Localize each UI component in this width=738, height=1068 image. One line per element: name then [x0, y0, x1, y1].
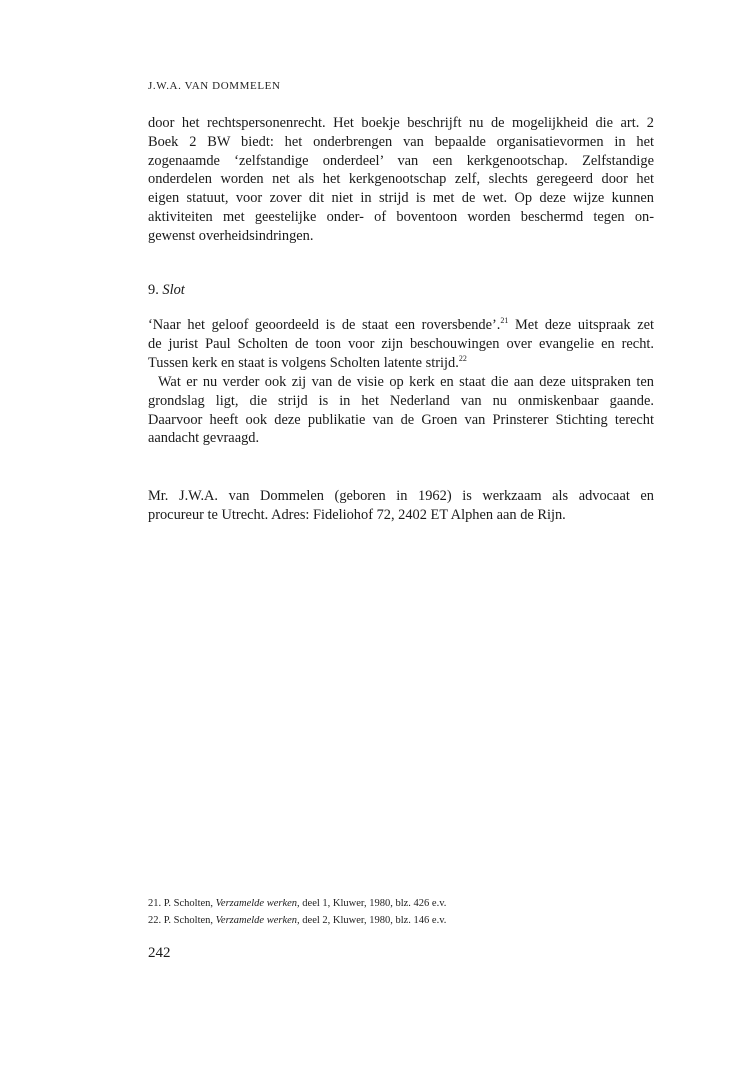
footnote-number: 21.: [148, 898, 162, 909]
text-line: de jurist Paul Scholten de toon voor zijn beschouwingen over evangelie en recht.: [148, 335, 654, 352]
text-line: door het rechtspersonenrecht. Het boekje beschrijft nu de mogelijkheid die art. 2: [148, 115, 654, 131]
page-number: 242: [148, 945, 171, 961]
footnote-work: Verzamelde werken,: [215, 915, 300, 926]
section-title: Slot: [162, 282, 185, 298]
running-head: J.W.A. VAN DOMMELEN: [148, 80, 281, 92]
footnote-ref-22: 22: [458, 353, 467, 363]
text-line: Boek 2 BW biedt: het onderbrengen van bepaalde organisatievormen in het: [148, 133, 654, 150]
text-line: procureur te Utrecht. Adres: Fideliohof 72, 2402 ET Alphen aan de Rijn.: [148, 506, 566, 523]
quote-text: ‘Naar het geloof geoordeeld is de staat een roversbende’.: [148, 317, 501, 333]
paragraph-scholten-quote: [148, 316, 654, 372]
footnote-21: [148, 895, 654, 912]
text-line: onderdelen worden net als het kerkgenootschap zelf, slechts geregeerd door het: [148, 171, 654, 188]
text-line: gewenst overheidsindringen.: [148, 227, 314, 244]
text-line: Wat er nu verder ook zij van de visie op kerk en staat die aan deze uitspraken ten: [158, 374, 654, 390]
footnote-rest: deel 2, Kluwer, 1980, blz. 146 e.v.: [302, 915, 447, 926]
quote-continuation: Met deze uitspraak zet: [508, 317, 654, 333]
text-line: Mr. J.W.A. van Dommelen (geboren in 1962) is werkzaam als advocaat en: [148, 488, 654, 504]
text-line: [148, 354, 654, 373]
paragraph-conclusion: [148, 373, 654, 448]
footnote-22: [148, 912, 654, 929]
footnote-number: 22.: [148, 915, 162, 926]
text-line: eigen statuut, voor zover dit niet in strijd is met de wet. Op deze wijze kunnen: [148, 190, 654, 207]
text-line: Daarvoor heeft ook deze publikatie van de Groen van Prinsterer Stichting terecht: [148, 411, 654, 428]
text-line: zogenaamde ‘zelfstandige onderdeel’ van een kerkgenootschap. Zelfstandige: [148, 152, 654, 169]
footnotes: [148, 895, 654, 929]
author-note: [148, 487, 654, 525]
footnote-work: Verzamelde werken,: [215, 898, 300, 909]
footnote-ref-21: 21: [500, 316, 509, 326]
text-line: [148, 316, 654, 335]
paragraph-rechtspersonenrecht: [148, 114, 654, 246]
text-line: aktiviteiten met geestelijke onder- of boventoon worden beschermd tegen on-: [148, 208, 654, 225]
text-line: grondslag ligt, die strijd is in het Nederland van nu onmiskenbaar gaande.: [148, 392, 654, 409]
section-heading: [148, 282, 185, 299]
text-line: aandacht gevraagd.: [148, 430, 260, 447]
section-number: 9.: [148, 282, 159, 298]
footnote-rest: deel 1, Kluwer, 1980, blz. 426 e.v.: [302, 898, 447, 909]
line-text: Tussen kerk en staat is volgens Scholten latente strijd.: [148, 354, 459, 371]
footnote-author: P. Scholten,: [163, 898, 214, 909]
footnote-author: P. Scholten,: [163, 915, 214, 926]
